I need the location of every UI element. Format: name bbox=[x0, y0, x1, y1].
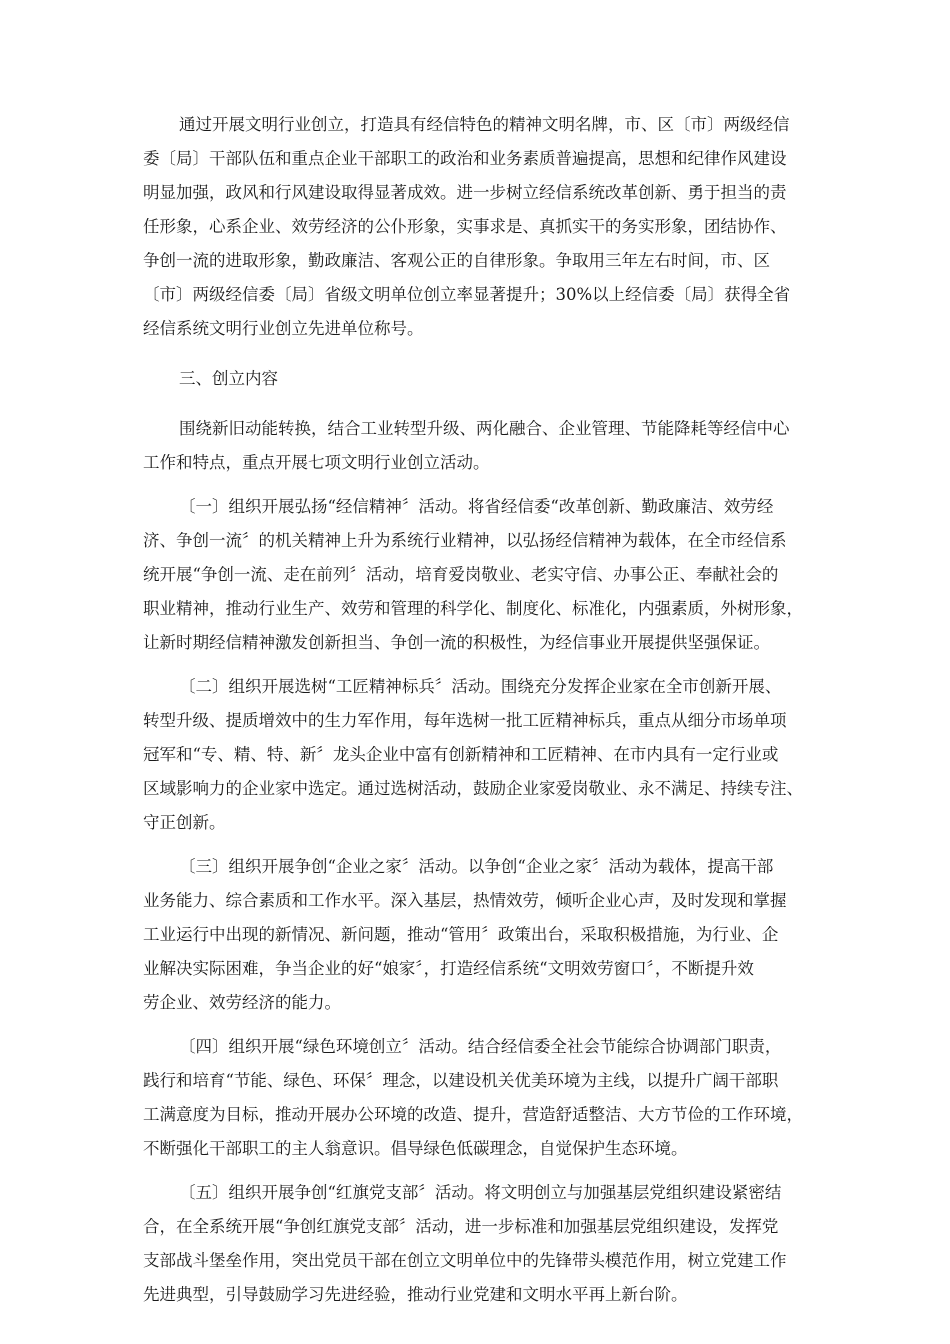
text-line: 委〔局〕干部队伍和重点企业干部职工的政治和业务素质普遍提高，思想和纪律作风建设 bbox=[143, 149, 787, 168]
paragraph-item-4 bbox=[143, 1030, 815, 1166]
text-line: 支部战斗堡垒作用，突出党员干部在创立文明单位中的先锋带头模范作用，树立党建工作 bbox=[143, 1251, 787, 1270]
text-line: 争创一流的进取形象，勤政廉洁、客观公正的自律形象。争取用三年左右时间，市、区 bbox=[143, 251, 770, 270]
document-page bbox=[143, 108, 815, 1322]
text-line: 职业精神，推动行业生产、效劳和管理的科学化、制度化、标准化，内强素质，外树形象， bbox=[143, 599, 803, 618]
text-line: 守正创新。 bbox=[143, 813, 226, 832]
text-line: 围绕新旧动能转换，结合工业转型升级、两化融合、企业管理、节能降耗等经信中心 bbox=[179, 419, 790, 438]
text-line: 先进典型，引导鼓励学习先进经验，推动行业党建和文明水平再上新台阶。 bbox=[143, 1285, 688, 1304]
paragraph-intro bbox=[143, 412, 815, 480]
paragraph-item-1 bbox=[143, 490, 815, 660]
text-line: 践行和培育“节能、绿色、环保〞理念，以建设机关优美环境为主线，以提升广阔干部职 bbox=[143, 1071, 779, 1090]
text-line: 明显加强，政风和行风建设取得显著成效。进一步树立经信系统改革创新、勇于担当的责 bbox=[143, 183, 787, 202]
text-line: 合，在全系统开展“争创红旗党支部〞活动，进一步标准和加强基层党组织建设，发挥党 bbox=[143, 1217, 779, 1236]
text-line: 任形象，心系企业、效劳经济的公仆形象，实事求是、真抓实干的务实形象，团结协作、 bbox=[143, 217, 787, 236]
text-line: 〔二〕组织开展选树“工匠精神标兵〞活动。围绕充分发挥企业家在全市创新开展、 bbox=[179, 677, 782, 696]
text-line: 工满意度为目标，推动开展办公环境的改造、提升，营造舒适整洁、大方节俭的工作环境， bbox=[143, 1105, 803, 1124]
text-line: 经信系统文明行业创立先进单位称号。 bbox=[143, 319, 424, 338]
text-line: 济、争创一流〞的机关精神上升为系统行业精神，以弘扬经信精神为载体，在全市经信系 bbox=[143, 531, 787, 550]
text-line: 区域影响力的企业家中选定。通过选树活动，鼓励企业家爱岗敬业、永不满足、持续专注、 bbox=[143, 779, 803, 798]
text-line: 〔市〕两级经信委〔局〕省级文明单位创立率显著提升；30%以上经信委〔局〕获得全省 bbox=[143, 285, 791, 304]
section-heading: 三、创立内容 bbox=[179, 369, 278, 388]
text-line: 劳企业、效劳经济的能力。 bbox=[143, 993, 341, 1012]
text-line: 业解决实际困难，争当企业的好“娘家〞，打造经信系统“文明效劳窗口〞，不断提升效 bbox=[143, 959, 754, 978]
text-line: 工业运行中出现的新情况、新问题，推动“管用〞政策出台，采取积极措施，为行业、企 bbox=[143, 925, 779, 944]
paragraph-item-5 bbox=[143, 1176, 815, 1312]
paragraph-goal bbox=[143, 108, 815, 346]
text-line: 〔三〕组织开展争创“企业之家〞活动。以争创“企业之家〞活动为载体，提高干部 bbox=[179, 857, 774, 876]
text-line: 通过开展文明行业创立，打造具有经信特色的精神文明名牌，市、区〔市〕两级经信 bbox=[179, 115, 790, 134]
text-line: 不断强化干部职工的主人翁意识。倡导绿色低碳理念，自觉保护生态环境。 bbox=[143, 1139, 688, 1158]
text-line: 转型升级、提质增效中的生力军作用，每年选树一批工匠精神标兵，重点从细分市场单项 bbox=[143, 711, 787, 730]
paragraph-item-2 bbox=[143, 670, 815, 840]
text-line: 工作和特点，重点开展七项文明行业创立活动。 bbox=[143, 453, 490, 472]
text-line: 业务能力、综合素质和工作水平。深入基层，热情效劳，倾听企业心声，及时发现和掌握 bbox=[143, 891, 787, 910]
text-line: 〔四〕组织开展“绿色环境创立〞活动。结合经信委全社会节能综合协调部门职责， bbox=[179, 1037, 782, 1056]
text-line: 〔一〕组织开展弘扬“经信精神〞活动。将省经信委“改革创新、勤政廉洁、效劳经 bbox=[179, 497, 774, 516]
text-line: 统开展“争创一流、走在前列〞活动，培育爱岗敬业、老实守信、办事公正、奉献社会的 bbox=[143, 565, 779, 584]
text-line: 〔五〕组织开展争创“红旗党支部〞活动。将文明创立与加强基层党组织建设紧密结 bbox=[179, 1183, 782, 1202]
text-line: 冠军和“专、精、特、新〞龙头企业中富有创新精神和工匠精神、在市内具有一定行业或 bbox=[143, 745, 779, 764]
text-line: 让新时期经信精神激发创新担当、争创一流的积极性，为经信事业开展提供坚强保证。 bbox=[143, 633, 770, 652]
paragraph-item-3 bbox=[143, 850, 815, 1020]
